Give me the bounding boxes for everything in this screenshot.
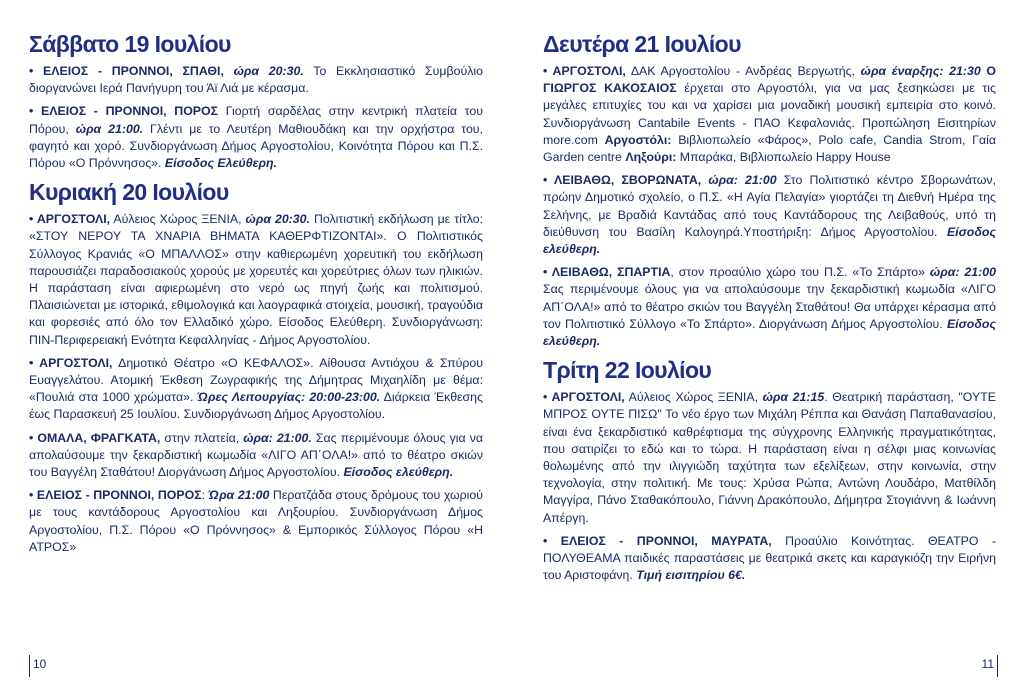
event-emphasis: ώρα: 21:00 [708, 173, 777, 188]
event-item [543, 389, 996, 527]
page-number-rule [29, 655, 30, 677]
event-emphasis: Είσοδος ελεύθερη. [543, 316, 996, 349]
event-label: • ΑΡΓΟΣΤΟΛΙ, [29, 212, 111, 227]
event-text: ΔΑΚ Αργοστολίου - Ανδρέας Βεργωτής, [625, 64, 861, 78]
event-item [29, 63, 483, 97]
event-text: Πολιτιστική εκδήλωση με τίτλο: «ΣΤΟΥ ΝΕΡΟΥ ΤΑ ΧΝΑΡΙΑ ΒΗΜΑΤΑ ΚΑΘΕΡΦΤΙΖΟΝΤΑΙ». Ο Πολιτιστικός Σύλλογος Κρανιάς «Ο ΜΠΑΛΛΟΣ» στην καθιερωμένη χορευτική του εκδήλωση παρουσιάζει παραδοσιακούς χορούς με χορευτές και χορεύτριες όλων των ηλικιών. Η παράσταση είναι αφιερωμένη στο νερό ως πηγή ζωής και πολιτισμού. Πλαισιώνεται με ιστορικά, εθιμολογικά και λαογραφικά στοιχεία, μουσική, τραγούδια και φορεσιές από όλο τον Ελλαδικό χώρο. Είσοδος Ελεύθερη. Συνδιοργάνωση: ΠΙΝ-Περιφερειακή Ενότητα Κεφαλληνίας - Δήμος Αργοστολίου. [29, 212, 483, 347]
event-item [29, 487, 483, 556]
event-text: στην πλατεία, [160, 430, 244, 445]
event-item [543, 533, 996, 585]
event-text: Γλέντι με το Λευτέρη Μαθιουδάκη και την ορχήστρα του, φαγητό και χορό. Συνδιοργάνωση Δήμος Αργοστολίου, Κοινότητα Πόρου και Π.Σ. Πόρου «Ο Πρόννησος». [29, 121, 483, 171]
event-item [543, 172, 996, 258]
event-text: Γιορτή σαρδέλας στην κεντρική πλατεία του Πόρου, [29, 104, 483, 136]
event-label: Αργοστόλι: [604, 132, 672, 147]
event-label: Ληξούρι: [625, 150, 677, 165]
event-emphasis: ώρα: 21:00. [243, 430, 312, 445]
event-text: Μπαράκα, Βιβλιοπωλείο Happy House [676, 150, 891, 165]
event-label: • ΛΕΙΒΑΘΩ, ΣΒΟΡΩΝΑΤΑ, [543, 173, 702, 188]
event-label: • ΕΛΕΙΟΣ - ΠΡΟΝΝΟΙ, ΠΟΡΟΣ [29, 488, 202, 503]
event-text: Αύλειος Χώρος ΞΕΝΙΑ, [624, 390, 763, 405]
event-label: Ο ΓΙΩΡΓΟΣ ΚΑΚΟΣΑΙΟΣ [543, 64, 996, 96]
event-label: • ΛΕΙΒΑΘΩ, ΣΠΑΡΤΙΑ [543, 265, 671, 280]
page-number-rule [997, 655, 998, 677]
event-emphasis: ώρα: 21:00 [929, 265, 996, 280]
event-text: , στον προαύλιο χώρο του Π.Σ. «Το Σπάρτο» [670, 265, 930, 280]
event-item [543, 63, 996, 166]
event-text: Βιβλιοπωλείο «Φάρος», Polo cafe, Candia Strom, Γαία Garden centre [543, 132, 996, 165]
event-text: Σας περιμένουμε όλους για να απολαύσουμε την ξεκαρδιστική κωμωδία «ΛΙΓΟ ΑΠ΄ΟΛΑ!» από το θέατρο σκιών του Βαγγέλη Σταθάτου! Θα υπάρχει κέρασμα από τον Πολιτιστικό Σύλλογο «Το Σπάρτο». Διοργάνωση Δήμος Αργοστολίου. [543, 282, 996, 331]
event-text: Αύλειος Χώρος ΞΕΝΙΑ, [110, 212, 246, 227]
event-emphasis: Είσοδος ελεύθερη. [543, 224, 996, 257]
event-item [29, 430, 483, 482]
event-item [29, 103, 483, 172]
event-item [543, 264, 996, 350]
event-emphasis: Τιμή εισιτηρίου 6€. [636, 568, 746, 583]
event-text: Σας περιμένουμε όλους για να απολαύσουμε την ξεκαρδιστική κωμωδία «ΛΙΓΟ ΑΠ΄ΟΛΑ!» από το θέατρο σκιών του Βαγγέλη Σταθάτου! Διοργάνωση Δήμος Αργοστολίου. [29, 430, 484, 480]
event-text: Προαύλιο Κοινότητας. ΘΕΑΤΡΟ - ΠΟΛΥΘΕΑΜΑ παιδικές παραστάσεις με θεατρικά σκετς και καραγκιόζη την Ειρήνη του Αριστοφάνη. [543, 533, 996, 583]
day-heading-saturday: Σάββατο 19 Ιουλίου [29, 31, 231, 57]
day-heading-tuesday: Τρίτη 22 Ιουλίου [543, 357, 712, 384]
event-label: • ΑΡΓΟΣΤΟΛΙ, [29, 355, 113, 370]
event-text: : [201, 488, 209, 503]
event-item [29, 355, 483, 424]
event-label: • ΑΡΓΟΣΤΟΛΙ, [543, 64, 626, 78]
event-text: Στο Πολιτιστικό κέντρο Σβορωνάτων, πρώην Δημοτικό σχολείο, ο Π.Σ. «Η Αγία Πελαγία» γιορτάζει τη Διεθνή Ημέρα της Σελήνης, με Βραδιά Καντάδας από τους Καντάδορους της Λειβαθούς, υπό τη διεύθυνση του Βασίλη Καλογηρά.Υποστήριξη: Δήμος Αργοστολίου. [543, 173, 996, 239]
event-label: • ΕΛΕΙΟΣ - ΠΡΟΝΝΟΙ, ΠΟΡΟΣ [29, 104, 219, 119]
event-text: Δημοτικό Θέατρο «Ο ΚΕΦΑΛΟΣ». Αίθουσα Αντιόχου & Σπύρου Ευαγγελάτου. Ατομική Έκθεση Ζωγραφικής της Δήμητρας Μιχαηλίδη με θέμα: «Πουλιά στα 1000 χρώματα». [29, 355, 483, 405]
page-right [512, 0, 1024, 682]
page-number: 11 [981, 657, 994, 671]
event-emphasis: Είσοδος Ελεύθερη. [164, 156, 277, 171]
event-text: . Θεατρική παράσταση, "ΟΥΤΕ ΜΠΡΟΣ ΟΥΤΕ ΠΙΣΩ" Το νέο έργο των Μιχάλη Ρέππα και Θανάση Παπαθανασίου, είναι ένα ξεκαρδιστικό καθρέφτισμα της σύγχρονης Ελληνικής πραγματικότητας, που σατιρίζει το εδώ και το τώρα. Η παράσταση είναι η σέλφι μιας κοινωνίας θολωμένης από την ιλιγγιώδη ταχύτητα των εξελίξεων, στην κοινωνία, στην τεχνολογία, στην πολιτική. Με τους: Χρύσα Ρώπα, Αντώνη Λουδάρο, Ματθίλδη Μαγγίρα, Πάνο Σταθακόπουλο, Γιάννη Δρακόπουλο, Δήμητρα Στογιάννη & Ιωάννη Απέργη. [543, 390, 996, 525]
event-label: • ΟΜΑΛΑ, ΦΡΑΓΚΑΤΑ, [29, 430, 161, 445]
event-emphasis: Ώρα 21:00 [208, 488, 270, 503]
left-column [29, 30, 483, 562]
page-number: 10 [33, 657, 47, 671]
event-item [29, 211, 483, 349]
event-emphasis: ώρα 21:00. [75, 121, 144, 136]
event-label: • ΕΛΕΙΟΣ - ΠΡΟΝΝΟΙ, ΣΠΑΘΙ, [29, 64, 234, 78]
event-text: Περατζάδα στους δρόμους του χωριού με τους καντάδορους Αργοστολίου και Ληξουρίου. Συνδιοργάνωση Δήμος Αργοστολίου, Π.Σ. Πόρου «Ο Πρόννησος» & Εμπορικός Σύλλογος Πόρου «Η ΑΤΡΟΣ» [29, 488, 484, 554]
event-label: • ΑΡΓΟΣΤΟΛΙ, [543, 390, 625, 405]
event-text: έρχεται στο Αργοστόλι, για να μας ξεσηκώσει με τις μεγάλες επιτυχίες του και να χαρίσει μια μοναδική μουσική εμπειρία στο κοινό. Συνδιοργάνωση Cantabile Events - ΠΑΟ Κεφαλονιάς. Προπώληση Εισιτηρίων more.com [543, 81, 996, 147]
event-emphasis: Είσοδος ελεύθερη. [343, 465, 454, 480]
event-emphasis: ώρα 20:30. [245, 212, 310, 227]
event-emphasis: ώρα έναρξης: 21:30 [860, 64, 981, 78]
event-emphasis: Ώρες Λειτουργίας: 20:00-23:00. [197, 390, 381, 405]
event-label: • ΕΛΕΙΟΣ - ΠΡΟΝΝΟΙ, ΜΑΥΡΑΤΑ, [543, 533, 772, 548]
event-text: Διάρκεια Έκθεσης έως Παρασκευή 25 Ιουλίου. Συνδιοργάνωση Δήμος Αργοστολίου. [29, 390, 483, 422]
day-heading-sunday: Κυριακή 20 Ιουλίου [29, 179, 229, 206]
day-heading-monday: Δευτέρα 21 Ιουλίου [543, 31, 741, 57]
event-emphasis: ώρα 21:15 [762, 390, 825, 405]
event-emphasis: ώρα 20:30. [233, 64, 304, 78]
right-column [543, 30, 996, 590]
event-text: Το Εκκλησιαστικό Συμβούλιο διοργανώνει Ιερά Πανήγυρη του Άϊ Λιά με κέρασμα. [29, 64, 483, 96]
